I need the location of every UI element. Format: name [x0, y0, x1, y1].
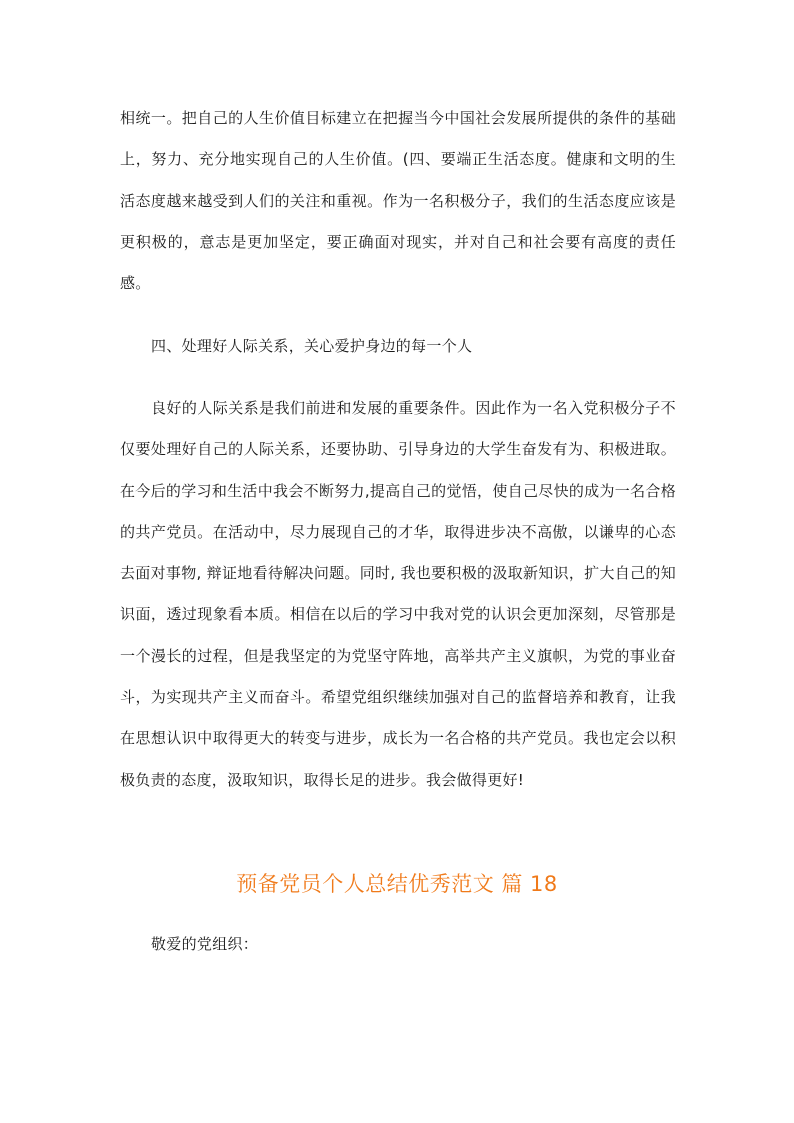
section-heading-paragraph: 四、处理好人际关系，关心爱护身边的每一个人	[151, 337, 473, 355]
salutation: 敬爱的党组织：	[151, 935, 259, 953]
section-title: 预备党员个人总结优秀范文 篇 18	[236, 872, 558, 896]
body-paragraph: 良好的人际关系是我们前进和发展的重要条件。因此作为一名入党积极分子不仅要处理好自己的人际关系，还要协助、引导身边的大学生奋发有为、积极进取。在今后的学习和生活中我会不断努力,提高自己的觉悟，使自己尽快的成为一名合格的共产党员。在活动中，尽力展现自己的才华，取得进步决不高傲，以谦卑的心态去面对事物, 辩证地看待解决问题。同时, 我也要积极的汲取新知识，扩大自己的知识面，透过现象看本质。相信在以后的学习中我对党的认识会更加深刻，尽管那是一个漫长的过程，但是我坚定的为党坚守阵地，高举共产主义旗帜，为党的事业奋斗，为实现共产主义而奋斗。希望党组织继续加强对自己的监督培养和教育，让我在思想认识中取得更大的转变与进步，成长为一名合格的共产党员。我也定会以积极负责的态度，汲取知识，取得长足的进步。我会做得更好!	[120, 399, 676, 789]
body-paragraph: 相统一。把自己的人生价值目标建立在把握当今中国社会发展所提供的条件的基础上，努力、充分地实现自己的人生价值。(四、要端正生活态度。健康和文明的生活态度越来越受到人们的关注和重视。作为一名积极分子，我们的生活态度应该是更积极的，意志是更加坚定，要正确面对现实，并对自己和社会要有高度的责任感。	[120, 109, 676, 293]
